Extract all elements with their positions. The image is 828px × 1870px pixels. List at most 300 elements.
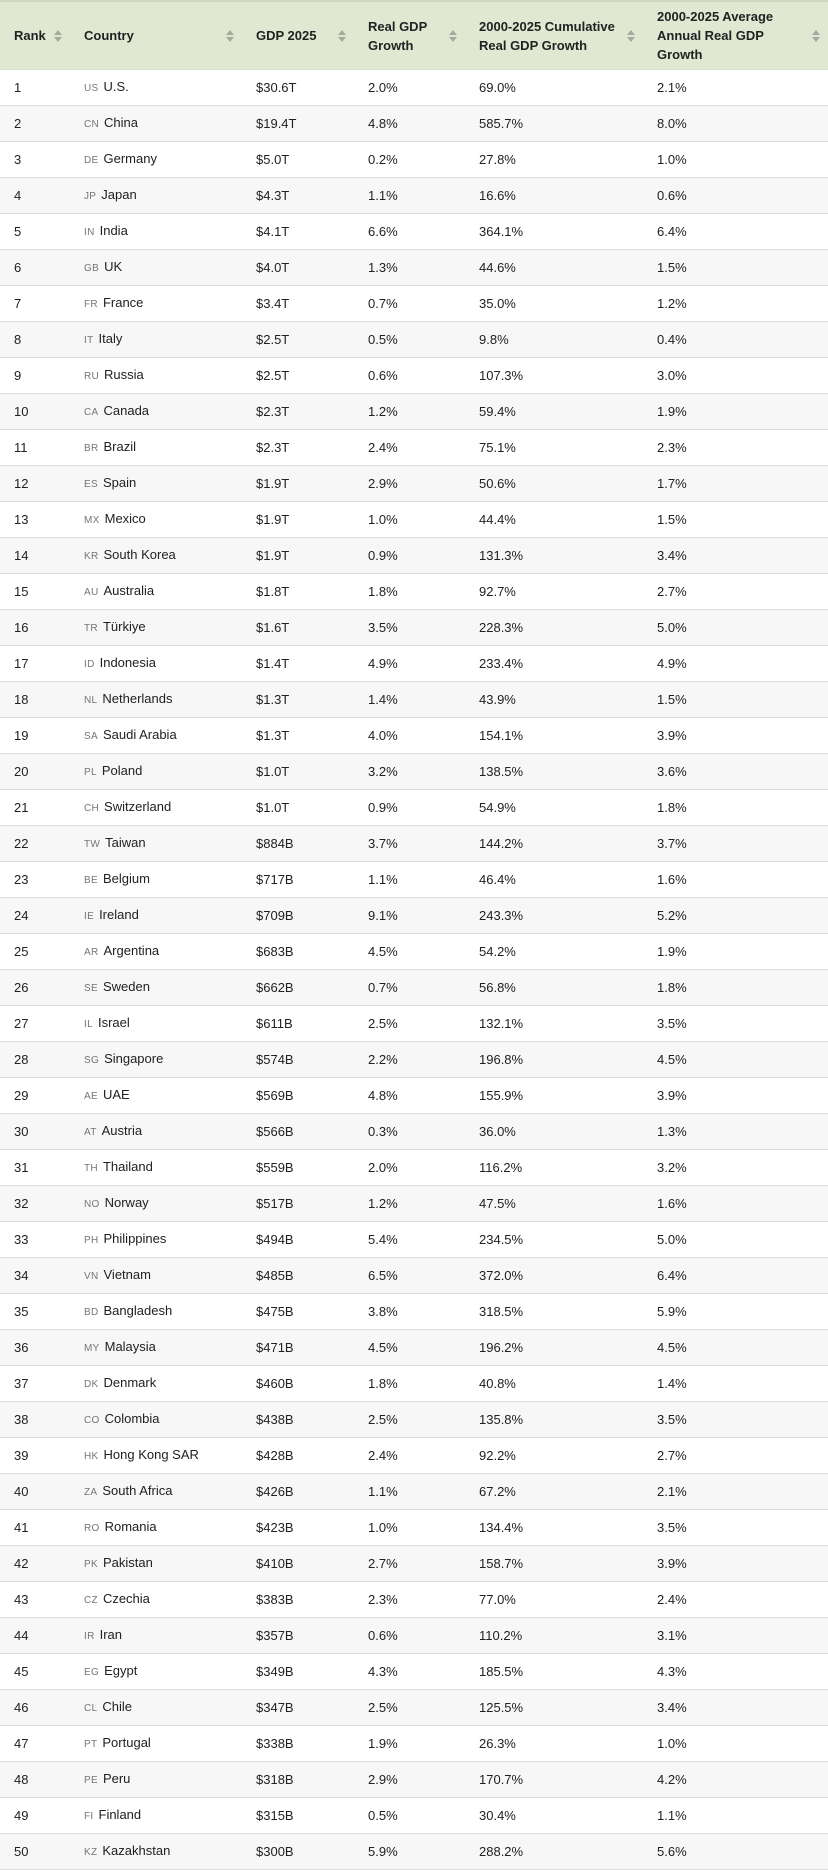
- real-gdp-growth-value: 3.8%: [368, 1304, 398, 1319]
- real-gdp-growth-cell: [354, 970, 465, 1006]
- country-cell: [70, 1654, 242, 1690]
- gdp-2025-value: $1.0T: [256, 800, 290, 815]
- country-cell: [70, 718, 242, 754]
- column-label: GDP 2025: [256, 28, 317, 43]
- country-cell: [70, 1510, 242, 1546]
- rank-cell: [0, 538, 70, 574]
- rank-value: 46: [14, 1700, 29, 1715]
- gdp-2025-cell: [242, 394, 354, 430]
- cumulative-growth-value: 75.1%: [479, 440, 516, 455]
- table-body: [0, 70, 828, 1870]
- real-gdp-growth-cell: [354, 646, 465, 682]
- table-row: [0, 898, 828, 934]
- real-gdp-growth-cell: [354, 898, 465, 934]
- real-gdp-growth-value: 4.8%: [368, 1088, 398, 1103]
- avg-annual-growth-value: 4.2%: [657, 1772, 687, 1787]
- rank-cell: [0, 754, 70, 790]
- country-cell: [70, 1834, 242, 1870]
- cumulative-growth-cell: [465, 1438, 643, 1474]
- avg-annual-growth-value: 1.2%: [657, 296, 687, 311]
- country-name: Peru: [102, 1771, 131, 1786]
- rank-cell: [0, 178, 70, 214]
- gdp-2025-cell: [242, 1078, 354, 1114]
- rank-cell: [0, 1366, 70, 1402]
- cumulative-growth-value: 36.0%: [479, 1124, 516, 1139]
- table-row: [0, 718, 828, 754]
- table-row: [0, 1690, 828, 1726]
- real-gdp-growth-cell: [354, 1834, 465, 1870]
- gdp-2025-value: $884B: [256, 836, 294, 851]
- country-code: MY: [84, 1343, 100, 1354]
- real-gdp-growth-value: 2.5%: [368, 1412, 398, 1427]
- country-cell: [70, 1078, 242, 1114]
- rank-cell: [0, 970, 70, 1006]
- country-cell: [70, 826, 242, 862]
- gdp-2025-cell: [242, 646, 354, 682]
- avg-annual-growth-cell: [643, 178, 828, 214]
- real-gdp-growth-value: 4.0%: [368, 728, 398, 743]
- country-name: Denmark: [103, 1375, 157, 1390]
- rank-value: 22: [14, 836, 29, 851]
- rank-cell: [0, 358, 70, 394]
- cumulative-growth-value: 233.4%: [479, 656, 524, 671]
- avg-annual-growth-cell: [643, 862, 828, 898]
- column-header-rank[interactable]: [0, 1, 70, 70]
- avg-annual-growth-value: 2.4%: [657, 1592, 687, 1607]
- country-code: RO: [84, 1523, 100, 1534]
- cumulative-growth-value: 196.8%: [479, 1052, 524, 1067]
- country-code: PL: [84, 767, 97, 778]
- real-gdp-growth-value: 2.5%: [368, 1700, 398, 1715]
- gdp-2025-cell: [242, 1438, 354, 1474]
- country-code: DK: [84, 1379, 99, 1390]
- country-name: Indonesia: [99, 655, 156, 670]
- rank-value: 35: [14, 1304, 29, 1319]
- real-gdp-growth-value: 2.3%: [368, 1592, 398, 1607]
- cumulative-growth-value: 30.4%: [479, 1808, 516, 1823]
- rank-value: 37: [14, 1376, 29, 1391]
- country-code: JP: [84, 191, 97, 202]
- rank-cell: [0, 214, 70, 250]
- table-row: [0, 394, 828, 430]
- country-name: Singapore: [104, 1051, 164, 1066]
- country-cell: [70, 898, 242, 934]
- country-cell: [70, 1438, 242, 1474]
- country-code: CZ: [84, 1595, 98, 1606]
- country-cell: [70, 394, 242, 430]
- country-cell: [70, 1330, 242, 1366]
- column-label: 2000-2025 Cumulative Real GDP Growth: [479, 18, 615, 53]
- gdp-2025-cell: [242, 214, 354, 250]
- cumulative-growth-cell: [465, 1042, 643, 1078]
- rank-value: 19: [14, 728, 29, 743]
- real-gdp-growth-cell: [354, 826, 465, 862]
- rank-value: 49: [14, 1808, 29, 1823]
- cumulative-growth-value: 196.2%: [479, 1340, 524, 1355]
- country-code: IE: [84, 911, 95, 922]
- avg-annual-growth-cell: [643, 1042, 828, 1078]
- rank-value: 47: [14, 1736, 29, 1751]
- cumulative-growth-cell: [465, 862, 643, 898]
- avg-annual-growth-cell: [643, 1762, 828, 1798]
- gdp-2025-cell: [242, 1150, 354, 1186]
- real-gdp-growth-cell: [354, 1006, 465, 1042]
- rank-value: 30: [14, 1124, 29, 1139]
- avg-annual-growth-value: 2.7%: [657, 584, 687, 599]
- avg-annual-growth-cell: [643, 1582, 828, 1618]
- real-gdp-growth-cell: [354, 142, 465, 178]
- avg-annual-growth-cell: [643, 286, 828, 322]
- avg-annual-growth-value: 8.0%: [657, 116, 687, 131]
- country-name: China: [104, 115, 139, 130]
- avg-annual-growth-value: 1.1%: [657, 1808, 687, 1823]
- country-code: PE: [84, 1775, 98, 1786]
- cumulative-growth-cell: [465, 1762, 643, 1798]
- real-gdp-growth-cell: [354, 70, 465, 106]
- avg-annual-growth-cell: [643, 1798, 828, 1834]
- cumulative-growth-value: 92.7%: [479, 584, 516, 599]
- real-gdp-growth-cell: [354, 1690, 465, 1726]
- rank-cell: [0, 862, 70, 898]
- table-row: [0, 214, 828, 250]
- country-code: PH: [84, 1235, 99, 1246]
- avg-annual-growth-value: 0.4%: [657, 332, 687, 347]
- real-gdp-growth-cell: [354, 1438, 465, 1474]
- cumulative-growth-value: 138.5%: [479, 764, 524, 779]
- cumulative-growth-value: 16.6%: [479, 188, 516, 203]
- real-gdp-growth-value: 4.8%: [368, 116, 398, 131]
- cumulative-growth-cell: [465, 1114, 643, 1150]
- country-name: South Korea: [103, 547, 176, 562]
- real-gdp-growth-cell: [354, 1618, 465, 1654]
- real-gdp-growth-cell: [354, 106, 465, 142]
- rank-cell: [0, 574, 70, 610]
- avg-annual-growth-cell: [643, 106, 828, 142]
- country-code: US: [84, 83, 99, 94]
- sort-arrows-icon: [812, 30, 820, 42]
- avg-annual-growth-cell: [643, 538, 828, 574]
- cumulative-growth-value: 170.7%: [479, 1772, 524, 1787]
- real-gdp-growth-cell: [354, 322, 465, 358]
- column-header-gdp-2025[interactable]: [242, 1, 354, 70]
- country-code: CL: [84, 1703, 98, 1714]
- real-gdp-growth-value: 4.9%: [368, 656, 398, 671]
- rank-value: 8: [14, 332, 22, 347]
- rank-cell: [0, 1762, 70, 1798]
- rank-value: 15: [14, 584, 29, 599]
- country-name: Czechia: [102, 1591, 150, 1606]
- table-row: [0, 322, 828, 358]
- avg-annual-growth-cell: [643, 358, 828, 394]
- country-code: NL: [84, 695, 98, 706]
- rank-cell: [0, 1294, 70, 1330]
- gdp-2025-cell: [242, 934, 354, 970]
- gdp-2025-cell: [242, 1042, 354, 1078]
- country-name: Colombia: [104, 1411, 160, 1426]
- cumulative-growth-cell: [465, 430, 643, 466]
- avg-annual-growth-value: 6.4%: [657, 1268, 687, 1283]
- sort-arrows-icon: [627, 30, 635, 42]
- country-code: ES: [84, 479, 98, 490]
- country-code: CH: [84, 803, 100, 814]
- avg-annual-growth-cell: [643, 1294, 828, 1330]
- real-gdp-growth-value: 0.5%: [368, 332, 398, 347]
- cumulative-growth-value: 243.3%: [479, 908, 524, 923]
- table-row: [0, 538, 828, 574]
- gdp-2025-value: $2.3T: [256, 440, 290, 455]
- real-gdp-growth-cell: [354, 1186, 465, 1222]
- real-gdp-growth-value: 2.2%: [368, 1052, 398, 1067]
- rank-cell: [0, 1150, 70, 1186]
- country-cell: [70, 790, 242, 826]
- gdp-2025-value: $2.5T: [256, 332, 290, 347]
- gdp-2025-value: $559B: [256, 1160, 294, 1175]
- country-code: IL: [84, 1019, 93, 1030]
- avg-annual-growth-cell: [643, 718, 828, 754]
- cumulative-growth-cell: [465, 718, 643, 754]
- real-gdp-growth-cell: [354, 754, 465, 790]
- cumulative-growth-value: 77.0%: [479, 1592, 516, 1607]
- real-gdp-growth-cell: [354, 394, 465, 430]
- country-code: PK: [84, 1559, 98, 1570]
- cumulative-growth-value: 132.1%: [479, 1016, 524, 1031]
- gdp-2025-value: $1.6T: [256, 620, 290, 635]
- country-code: FI: [84, 1811, 94, 1822]
- real-gdp-growth-cell: [354, 1366, 465, 1402]
- gdp-2025-value: $4.1T: [256, 224, 290, 239]
- avg-annual-growth-cell: [643, 430, 828, 466]
- cumulative-growth-value: 185.5%: [479, 1664, 524, 1679]
- real-gdp-growth-value: 1.1%: [368, 1484, 398, 1499]
- real-gdp-growth-cell: [354, 1222, 465, 1258]
- rank-value: 31: [14, 1160, 29, 1175]
- avg-annual-growth-cell: [643, 1330, 828, 1366]
- country-cell: [70, 430, 242, 466]
- avg-annual-growth-value: 1.3%: [657, 1124, 687, 1139]
- avg-annual-growth-cell: [643, 1222, 828, 1258]
- country-code: VN: [84, 1271, 99, 1282]
- rank-cell: [0, 1438, 70, 1474]
- country-name: Brazil: [103, 439, 137, 454]
- country-code: SA: [84, 731, 98, 742]
- rank-cell: [0, 286, 70, 322]
- column-label: 2000-2025 Average Annual Real GDP Growth: [657, 9, 774, 62]
- rank-cell: [0, 934, 70, 970]
- rank-cell: [0, 1618, 70, 1654]
- gdp-2025-value: $611B: [256, 1016, 293, 1031]
- avg-annual-growth-value: 1.6%: [657, 1196, 687, 1211]
- table-row: [0, 1114, 828, 1150]
- country-name: Italy: [98, 331, 123, 346]
- table-row: [0, 430, 828, 466]
- avg-annual-growth-value: 5.9%: [657, 1304, 687, 1319]
- cumulative-growth-value: 54.9%: [479, 800, 516, 815]
- avg-annual-growth-cell: [643, 1186, 828, 1222]
- country-code: IR: [84, 1631, 95, 1642]
- rank-cell: [0, 682, 70, 718]
- rank-cell: [0, 1726, 70, 1762]
- real-gdp-growth-cell: [354, 1510, 465, 1546]
- column-header-cumulative-growth[interactable]: [465, 1, 643, 70]
- gdp-2025-value: $4.0T: [256, 260, 290, 275]
- real-gdp-growth-cell: [354, 574, 465, 610]
- country-name: Germany: [103, 151, 157, 166]
- rank-value: 25: [14, 944, 29, 959]
- gdp-2025-cell: [242, 142, 354, 178]
- real-gdp-growth-value: 2.0%: [368, 1160, 398, 1175]
- avg-annual-growth-cell: [643, 1366, 828, 1402]
- country-name: Poland: [101, 763, 143, 778]
- real-gdp-growth-cell: [354, 862, 465, 898]
- country-cell: [70, 1546, 242, 1582]
- rank-cell: [0, 1510, 70, 1546]
- column-header-avg-annual-growth[interactable]: [643, 1, 828, 70]
- gdp-2025-cell: [242, 538, 354, 574]
- country-name: Kazakhstan: [102, 1843, 171, 1858]
- table-row: [0, 682, 828, 718]
- cumulative-growth-value: 585.7%: [479, 116, 524, 131]
- column-header-country[interactable]: [70, 1, 242, 70]
- cumulative-growth-cell: [465, 1078, 643, 1114]
- table-row: [0, 1546, 828, 1582]
- cumulative-growth-value: 59.4%: [479, 404, 516, 419]
- real-gdp-growth-cell: [354, 214, 465, 250]
- cumulative-growth-value: 54.2%: [479, 944, 516, 959]
- country-name: Saudi Arabia: [102, 727, 177, 742]
- avg-annual-growth-cell: [643, 934, 828, 970]
- table-row: [0, 502, 828, 538]
- cumulative-growth-cell: [465, 898, 643, 934]
- country-code: NO: [84, 1199, 100, 1210]
- cumulative-growth-value: 9.8%: [479, 332, 509, 347]
- gdp-2025-cell: [242, 1654, 354, 1690]
- gdp-2025-cell: [242, 1690, 354, 1726]
- country-cell: [70, 970, 242, 1006]
- rank-cell: [0, 466, 70, 502]
- rank-value: 17: [14, 656, 29, 671]
- gdp-2025-cell: [242, 898, 354, 934]
- gdp-2025-value: $4.3T: [256, 188, 290, 203]
- gdp-2025-cell: [242, 1834, 354, 1870]
- cumulative-growth-cell: [465, 142, 643, 178]
- real-gdp-growth-cell: [354, 1726, 465, 1762]
- rank-value: 26: [14, 980, 29, 995]
- gdp-2025-value: $357B: [256, 1628, 294, 1643]
- table-row: [0, 970, 828, 1006]
- real-gdp-growth-value: 2.7%: [368, 1556, 398, 1571]
- avg-annual-growth-value: 1.5%: [657, 692, 687, 707]
- country-code: BE: [84, 875, 98, 886]
- avg-annual-growth-cell: [643, 1618, 828, 1654]
- cumulative-growth-cell: [465, 1186, 643, 1222]
- avg-annual-growth-cell: [643, 394, 828, 430]
- country-cell: [70, 1690, 242, 1726]
- avg-annual-growth-cell: [643, 574, 828, 610]
- table-row: [0, 1258, 828, 1294]
- real-gdp-growth-value: 1.9%: [368, 1736, 398, 1751]
- gdp-2025-cell: [242, 286, 354, 322]
- avg-annual-growth-value: 1.6%: [657, 872, 687, 887]
- avg-annual-growth-value: 4.3%: [657, 1664, 687, 1679]
- rank-cell: [0, 1186, 70, 1222]
- real-gdp-growth-value: 4.5%: [368, 944, 398, 959]
- cumulative-growth-cell: [465, 286, 643, 322]
- gdp-2025-value: $717B: [256, 872, 294, 887]
- gdp-2025-value: $471B: [256, 1340, 294, 1355]
- cumulative-growth-cell: [465, 754, 643, 790]
- cumulative-growth-cell: [465, 1294, 643, 1330]
- real-gdp-growth-cell: [354, 286, 465, 322]
- real-gdp-growth-value: 1.4%: [368, 692, 398, 707]
- cumulative-growth-cell: [465, 106, 643, 142]
- gdp-2025-value: $460B: [256, 1376, 294, 1391]
- rank-cell: [0, 322, 70, 358]
- rank-cell: [0, 1546, 70, 1582]
- real-gdp-growth-cell: [354, 1078, 465, 1114]
- cumulative-growth-value: 56.8%: [479, 980, 516, 995]
- gdp-2025-cell: [242, 970, 354, 1006]
- country-cell: [70, 1726, 242, 1762]
- rank-value: 20: [14, 764, 29, 779]
- gdp-2025-value: $423B: [256, 1520, 294, 1535]
- rank-value: 44: [14, 1628, 29, 1643]
- country-cell: [70, 1474, 242, 1510]
- rank-value: 41: [14, 1520, 29, 1535]
- rank-cell: [0, 1834, 70, 1870]
- sort-arrows-icon: [226, 30, 234, 42]
- cumulative-growth-value: 35.0%: [479, 296, 516, 311]
- avg-annual-growth-cell: [643, 898, 828, 934]
- gdp-2025-value: $426B: [256, 1484, 294, 1499]
- real-gdp-growth-cell: [354, 1654, 465, 1690]
- table-row: [0, 1006, 828, 1042]
- real-gdp-growth-value: 6.5%: [368, 1268, 398, 1283]
- rank-value: 9: [14, 368, 22, 383]
- rank-cell: [0, 1474, 70, 1510]
- country-name: Türkiye: [102, 619, 146, 634]
- gdp-2025-cell: [242, 1762, 354, 1798]
- cumulative-growth-value: 134.4%: [479, 1520, 524, 1535]
- avg-annual-growth-value: 3.5%: [657, 1520, 687, 1535]
- rank-cell: [0, 790, 70, 826]
- country-code: CN: [84, 119, 100, 130]
- real-gdp-growth-cell: [354, 466, 465, 502]
- gdp-2025-value: $569B: [256, 1088, 294, 1103]
- avg-annual-growth-value: 3.9%: [657, 728, 687, 743]
- country-code: BD: [84, 1307, 99, 1318]
- gdp-2025-cell: [242, 1114, 354, 1150]
- gdp-2025-cell: [242, 1474, 354, 1510]
- column-label: Country: [84, 28, 134, 43]
- country-cell: [70, 862, 242, 898]
- column-header-real-gdp-growth[interactable]: [354, 1, 465, 70]
- cumulative-growth-cell: [465, 178, 643, 214]
- table-row: [0, 826, 828, 862]
- real-gdp-growth-value: 1.0%: [368, 1520, 398, 1535]
- avg-annual-growth-cell: [643, 1546, 828, 1582]
- gdp-2025-value: $3.4T: [256, 296, 290, 311]
- rank-value: 33: [14, 1232, 29, 1247]
- gdp-2025-cell: [242, 790, 354, 826]
- country-code: TR: [84, 623, 98, 634]
- rank-cell: [0, 1042, 70, 1078]
- table-row: [0, 1366, 828, 1402]
- gdp-2025-value: $683B: [256, 944, 294, 959]
- cumulative-growth-value: 26.3%: [479, 1736, 516, 1751]
- real-gdp-growth-value: 1.8%: [368, 584, 398, 599]
- cumulative-growth-cell: [465, 1258, 643, 1294]
- country-code: FR: [84, 299, 98, 310]
